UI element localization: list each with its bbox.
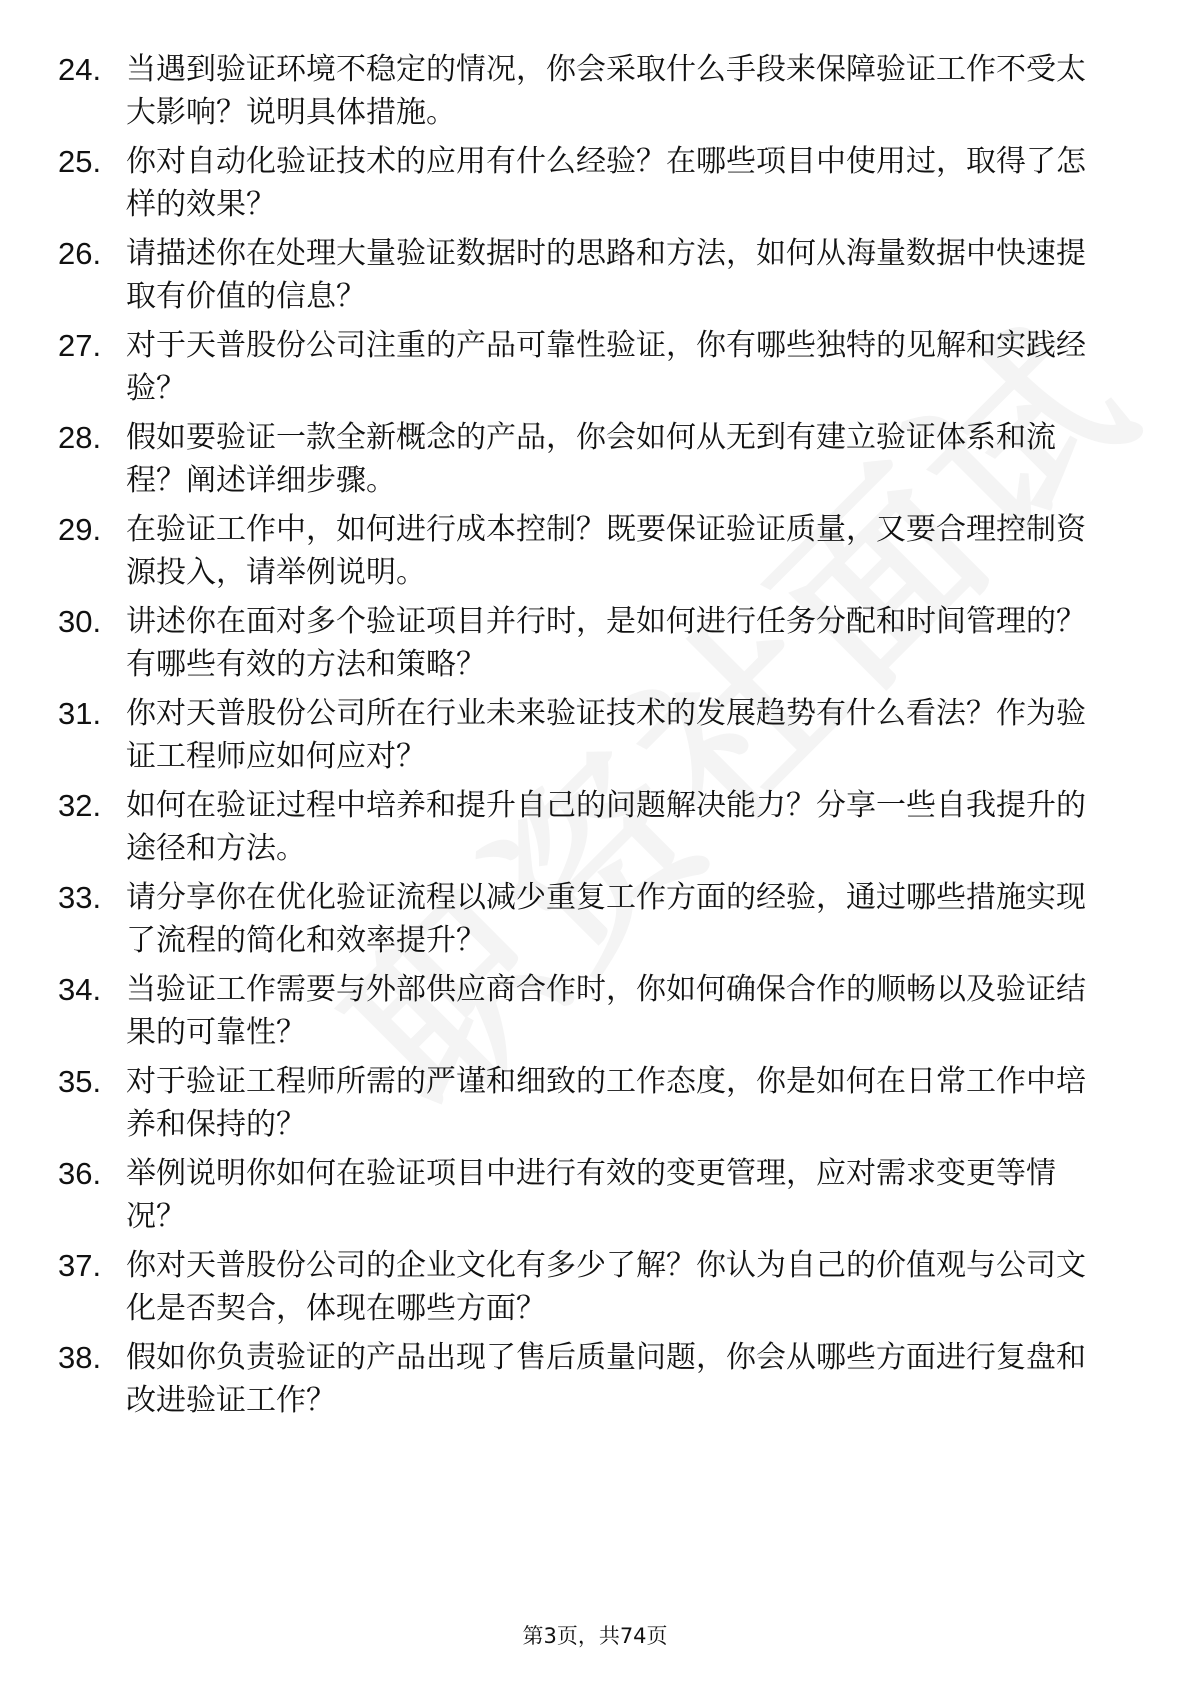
question-item xyxy=(58,876,1118,968)
question-number: 28. xyxy=(58,420,102,455)
question-number: 29. xyxy=(58,512,102,547)
question-number: 37. xyxy=(58,1248,102,1283)
question-item xyxy=(58,324,1118,416)
question-number: 24. xyxy=(58,52,102,87)
question-number: 35. xyxy=(58,1064,102,1099)
question-number: 27. xyxy=(58,328,102,363)
question-text: 你对自动化验证技术的应用有什么经验？在哪些项目中使用过，取得了怎样的效果？ xyxy=(126,144,1086,222)
question-number: 33. xyxy=(58,880,102,915)
question-text: 假如要验证一款全新概念的产品，你会如何从无到有建立验证体系和流程？阐述详细步骤。 xyxy=(126,420,1056,498)
question-text: 如何在验证过程中培养和提升自己的问题解决能力？分享一些自我提升的途径和方法。 xyxy=(126,788,1086,866)
question-text: 请分享你在优化验证流程以减少重复工作方面的经验，通过哪些措施实现了流程的简化和效率提升？ xyxy=(126,880,1086,958)
page-number-footer: 第3页，共74页 xyxy=(522,1624,668,1648)
question-text: 讲述你在面对多个验证项目并行时，是如何进行任务分配和时间管理的？有哪些有效的方法和策略？ xyxy=(126,604,1086,682)
question-number: 38. xyxy=(58,1340,102,1375)
question-item xyxy=(58,232,1118,324)
question-number: 30. xyxy=(58,604,102,639)
question-text: 对于验证工程师所需的严谨和细致的工作态度，你是如何在日常工作中培养和保持的？ xyxy=(126,1064,1086,1142)
question-number: 26. xyxy=(58,236,102,271)
question-item xyxy=(58,48,1118,140)
question-text: 在验证工作中，如何进行成本控制？既要保证验证质量，又要合理控制资源投入，请举例说明。 xyxy=(126,512,1086,590)
question-text: 你对天普股份公司所在行业未来验证技术的发展趋势有什么看法？作为验证工程师应如何应对？ xyxy=(126,696,1086,774)
question-number: 32. xyxy=(58,788,102,823)
question-number: 34. xyxy=(58,972,102,1007)
question-text: 对于天普股份公司注重的产品可靠性验证，你有哪些独特的见解和实践经验？ xyxy=(126,328,1086,406)
question-item xyxy=(58,784,1118,876)
question-number: 31. xyxy=(58,696,102,731)
question-item xyxy=(58,600,1118,692)
question-item xyxy=(58,1152,1118,1244)
question-number: 36. xyxy=(58,1156,102,1191)
question-item xyxy=(58,1336,1118,1428)
question-item xyxy=(58,416,1118,508)
question-item xyxy=(58,692,1118,784)
question-text: 请描述你在处理大量验证数据时的思路和方法，如何从海量数据中快速提取有价值的信息？ xyxy=(126,236,1086,314)
question-item xyxy=(58,508,1118,600)
question-text: 假如你负责验证的产品出现了售后质量问题，你会从哪些方面进行复盘和改进验证工作？ xyxy=(126,1340,1086,1418)
question-item xyxy=(58,1244,1118,1336)
question-list xyxy=(58,48,1118,1428)
question-text: 当遇到验证环境不稳定的情况，你会采取什么手段来保障验证工作不受太大影响？说明具体措施。 xyxy=(126,52,1086,130)
question-item xyxy=(58,1060,1118,1152)
question-number: 25. xyxy=(58,144,102,179)
question-text: 举例说明你如何在验证项目中进行有效的变更管理，应对需求变更等情况？ xyxy=(126,1156,1056,1234)
question-text: 当验证工作需要与外部供应商合作时，你如何确保合作的顺畅以及验证结果的可靠性？ xyxy=(126,972,1086,1050)
question-item xyxy=(58,140,1118,232)
question-item xyxy=(58,968,1118,1060)
question-text: 你对天普股份公司的企业文化有多少了解？你认为自己的价值观与公司文化是否契合，体现在哪些方面？ xyxy=(126,1248,1086,1326)
